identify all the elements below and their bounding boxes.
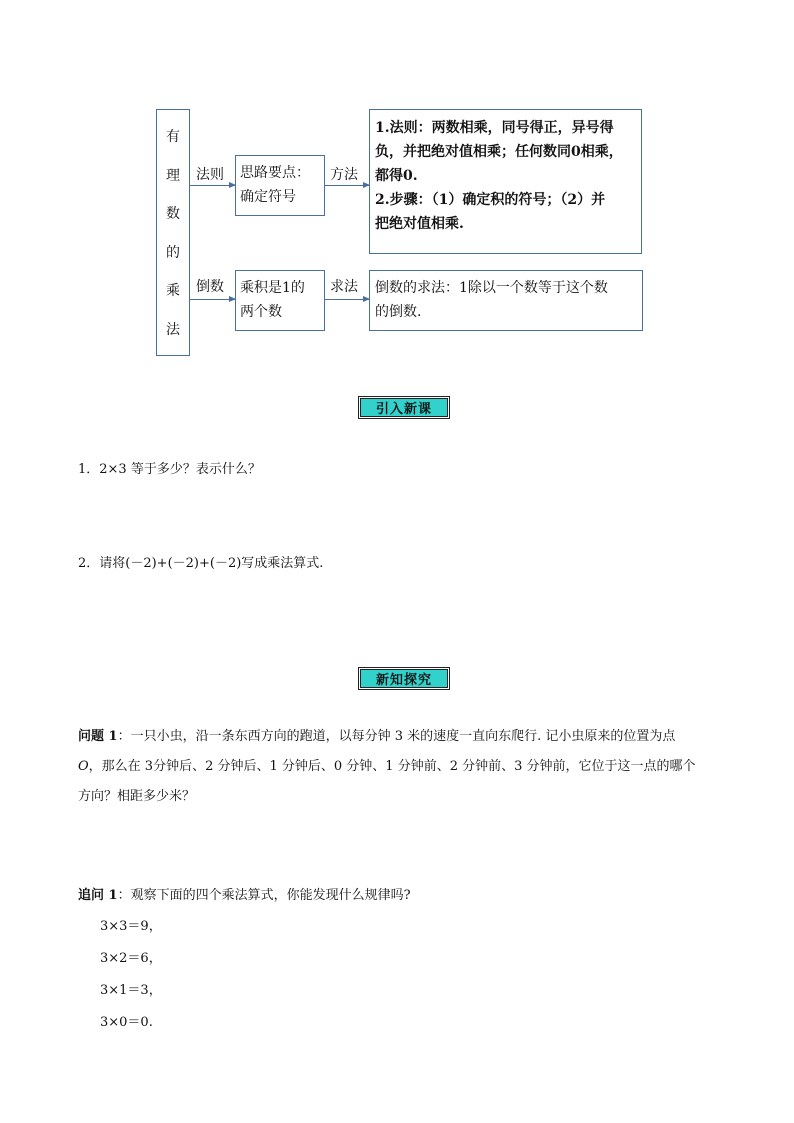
rule-line: 2.步骤：（1）确定积的符号；（2）并 <box>375 192 606 208</box>
main-char: 有 <box>166 129 180 145</box>
problem-text: ，那么在 3分钟后、2 分钟后、1 分钟后、0 分钟、1 分钟前、2 分钟前、3 分钟前，它位于这一点的哪个 <box>88 759 696 774</box>
equation: 3×3＝9， <box>100 919 162 934</box>
arrow-solve <box>325 299 369 300</box>
equation: 3×0＝0. <box>100 1015 153 1030</box>
idea-box <box>235 155 325 216</box>
arrow-rule <box>190 185 235 186</box>
followup-label: 追问 1 <box>78 888 118 903</box>
method-label: 方法 <box>330 167 358 183</box>
equation: 3×1＝3， <box>100 983 162 998</box>
problem-text: ：一只小虫，沿一条东西方向的跑道，以每分钟 3 米的速度一直向东爬行. 记小虫原来的位置为点 <box>117 729 676 744</box>
rule-line: 把绝对值相乘. <box>375 216 464 232</box>
main-char: 法 <box>166 321 180 338</box>
main-char: 理 <box>166 167 180 184</box>
diagram-main-box <box>156 109 190 356</box>
question-1: 1．2×3 等于多少？表示什么？ <box>78 462 261 477</box>
rule-label: 法则 <box>196 167 224 183</box>
rule-line: 负，并把绝对值相乘；任何数同0相乘， <box>375 144 623 160</box>
problem-line <box>78 782 696 812</box>
idea-line: 确定符号 <box>240 189 296 205</box>
reciprocal-label: 倒数 <box>196 279 224 295</box>
equation: 3×2＝6， <box>100 951 162 966</box>
point-o: O <box>78 759 89 774</box>
definition-line: 乘积是1的 <box>240 280 305 296</box>
question-2: 2．请将(－2)+(－2)+(－2)写成乘法算式. <box>78 556 324 571</box>
followup-text: ：观察下面的四个乘法算式，你能发现什么规律吗? <box>117 888 411 903</box>
rule-box <box>369 109 642 254</box>
section-title-explore: 新知探究 <box>360 669 448 688</box>
problem-label: 问题 1 <box>78 729 118 744</box>
rule-line: 1.法则：两数相乘，同号得正，异号得 <box>375 120 614 136</box>
definition-line: 两个数 <box>240 304 282 320</box>
section-title-intro: 引入新课 <box>360 398 448 417</box>
arrow-reciprocal <box>190 299 235 300</box>
followup-1 <box>78 884 411 903</box>
definition-box <box>235 270 325 331</box>
solve-line: 倒数的求法：1除以一个数等于这个数 <box>375 280 608 296</box>
main-char: 乘 <box>166 283 180 300</box>
arrow-method <box>325 185 369 186</box>
solve-label: 求法 <box>330 279 358 295</box>
problem-line <box>78 752 696 782</box>
rule-line: 都得0. <box>375 168 418 184</box>
problem-line <box>78 722 696 752</box>
problem-1 <box>78 722 696 812</box>
main-char: 的 <box>166 244 180 261</box>
solve-box <box>369 270 643 331</box>
main-char: 数 <box>166 206 180 223</box>
problem-text: 方向？相距多少米？ <box>78 789 196 804</box>
idea-line: 思路要点： <box>240 165 310 181</box>
solve-line: 的倒数. <box>375 304 422 320</box>
